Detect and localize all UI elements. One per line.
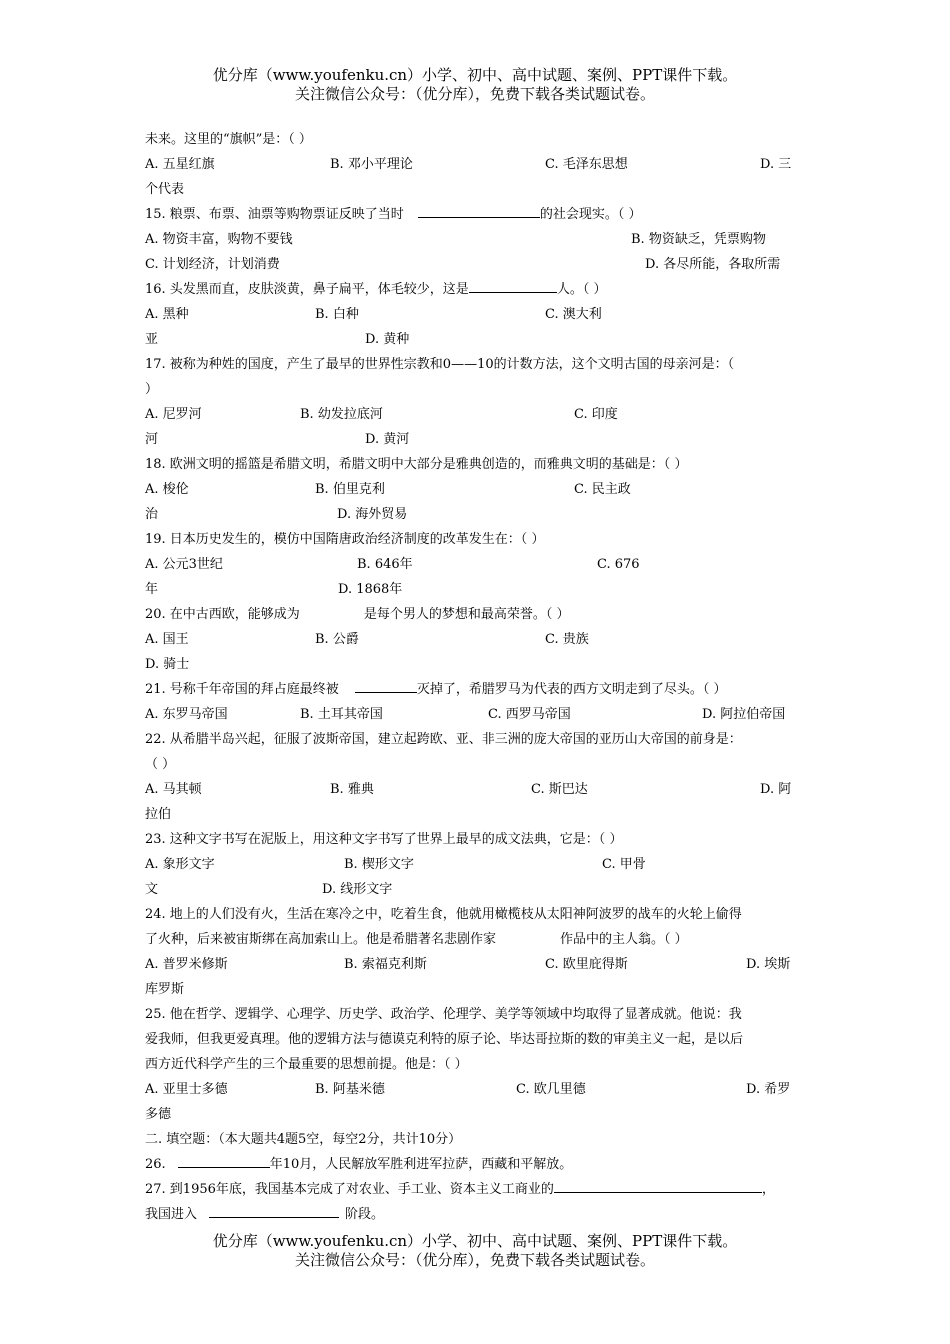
q24-options-wrap: 库罗斯: [145, 982, 185, 997]
footer-line-2: 关注微信公众号：（优分库），免费下载各类试题试卷。: [294, 1251, 655, 1269]
q19-option-b: B. 646年: [357, 557, 413, 572]
q21-stem: 21. 号称千年帝国的拜占庭最终被 灭掉了，希腊罗马为代表的西方文明走到了尽头。（ ）: [145, 677, 805, 702]
q18-option-c: C. 民主政: [574, 482, 631, 497]
q20-stem: 20. 在中古西欧，能够成为 是每个男人的梦想和最高荣誉。（ ）: [145, 607, 570, 622]
q24-options: [145, 952, 805, 977]
q17-stem-wrap: ）: [145, 382, 159, 397]
q18-options: [145, 477, 805, 502]
q25-option-b: B. 阿基米德: [315, 1082, 385, 1097]
q16-option-d: D. 黄种: [365, 332, 410, 347]
q27-blank-1: [554, 1177, 762, 1193]
q23-option-d: D. 线形文字: [322, 882, 393, 897]
q15-blank: [418, 202, 540, 218]
q22-options-wrap: 拉伯: [145, 807, 172, 822]
q19-stem: 19. 日本历史发生的，模仿中国隋唐政治经济制度的改革发生在：（ ）: [145, 532, 545, 547]
q25-option-a: A. 亚里士多德: [145, 1082, 228, 1097]
page-header: [0, 66, 950, 104]
q16-option-b: B. 白种: [315, 307, 359, 322]
q17-stem: 17. 被称为种姓的国度，产生了最早的世界性宗教和0——10的计数方法，这个文明古国的母亲河是：（: [145, 357, 735, 372]
q25-option-d: D. 希罗: [746, 1082, 791, 1097]
q17-option-c: C. 印度: [574, 407, 618, 422]
q21-option-a: A. 东罗马帝国: [145, 707, 228, 722]
q23-options: [145, 852, 805, 877]
section-2-title: 二. 填空题：（本大题共4题5空，每空2分，共计10分）: [145, 1132, 462, 1147]
q17-options: [145, 402, 805, 427]
q19-option-d: D. 1868年: [338, 582, 403, 597]
q22-option-c: C. 斯巴达: [531, 782, 588, 797]
q24-option-c: C. 欧里庇得斯: [545, 957, 628, 972]
q19-option-a: A. 公元3世纪: [145, 557, 223, 572]
q15-stem: 15. 粮票、布票、油票等购物票证反映了当时 的社会现实。（ ）: [145, 202, 805, 227]
q25-options-wrap: 多德: [145, 1107, 172, 1122]
q20-option-a: A. 国王: [145, 632, 189, 647]
q15-options-2: [145, 252, 805, 277]
q22-options: [145, 777, 805, 802]
q19-options: [145, 552, 805, 577]
q14-stem: 未来。这里的“旗帜”是：（ ）: [145, 132, 312, 147]
q20-option-d: D. 骑士: [145, 657, 190, 672]
q21-option-b: B. 土耳其帝国: [300, 707, 383, 722]
q19-options-wrap: 年 D. 1868年: [145, 577, 805, 602]
q15-option-d: D. 各尽所能，各取所需: [645, 257, 781, 272]
q26-stem: 26. 年10月，人民解放军胜利进军拉萨，西藏和平解放。: [145, 1152, 805, 1177]
footer-line-1: 优分库（www.youfenku.cn）小学、初中、高中试题、案例、PPT课件下载。: [212, 1232, 738, 1250]
q23-option-b: B. 楔形文字: [344, 857, 414, 872]
q16-options: [145, 302, 805, 327]
q16-blank: [469, 277, 557, 293]
q14-option-a: A. 五星红旗: [145, 157, 215, 172]
question-list: [145, 127, 805, 1227]
page-footer: [0, 1232, 950, 1270]
q23-options-wrap: 文 D. 线形文字: [145, 877, 805, 902]
q21-option-d: D. 阿拉伯帝国: [702, 707, 786, 722]
q16-option-a: A. 黑种: [145, 307, 189, 322]
q25-options: [145, 1077, 805, 1102]
q18-options-wrap: 治 D. 海外贸易: [145, 502, 805, 527]
q21-option-c: C. 西罗马帝国: [488, 707, 571, 722]
q24-option-a: A. 普罗米修斯: [145, 957, 228, 972]
q20-options-wrap: [145, 652, 805, 677]
q19-option-c: C. 676: [597, 557, 640, 572]
q15-option-c: C. 计划经济，计划消费: [145, 257, 280, 272]
q17-option-a: A. 尼罗河: [145, 407, 202, 422]
q24-option-d: D. 埃斯: [746, 957, 791, 972]
q17-options-wrap: 河 D. 黄河: [145, 427, 805, 452]
q25-stem-1: 25. 他在哲学、逻辑学、心理学、历史学、政治学、伦理学、美学等领域中均取得了显著成就。他说：我: [145, 1007, 742, 1022]
q15-option-a: A. 物资丰富，购物不要钱: [145, 232, 293, 247]
q23-stem: 23. 这种文字书写在泥版上，用这种文字书写了世界上最早的成文法典，它是：（ ）: [145, 832, 623, 847]
q18-option-b: B. 伯里克利: [315, 482, 385, 497]
q18-option-a: A. 梭伦: [145, 482, 189, 497]
q24-stem-wrap: 了火种，后来被宙斯绑在高加索山上。他是希腊著名悲剧作家 作品中的主人翁。（ ）: [145, 932, 688, 947]
q21-options: [145, 702, 805, 727]
q20-options: [145, 627, 805, 652]
q23-option-a: A. 象形文字: [145, 857, 215, 872]
q22-option-d: D. 阿: [760, 782, 792, 797]
q14-option-d: D. 三: [760, 157, 792, 172]
q22-stem: 22. 从希腊半岛兴起，征服了波斯帝国，建立起跨欧、亚、非三洲的庞大帝国的亚历山大帝国的前身是：: [145, 732, 742, 747]
q25-stem-3: 西方近代科学产生的三个最重要的思想前提。他是：（ ）: [145, 1057, 468, 1072]
q25-option-c: C. 欧几里德: [516, 1082, 586, 1097]
q14-options: [145, 152, 805, 177]
q16-options-wrap: 亚 D. 黄种: [145, 327, 805, 352]
q24-stem: 24. 地上的人们没有火，生活在寒冷之中，吃着生食，他就用橄榄枝从太阳神阿波罗的战车的火轮上偷得: [145, 907, 742, 922]
q20-option-c: C. 贵族: [545, 632, 589, 647]
q16-stem: 16. 头发黑而直，皮肤淡黄，鼻子扁平，体毛较少，这是 人。（ ）: [145, 277, 805, 302]
q14-option-b: B. 邓小平理论: [330, 157, 413, 172]
header-line-2: 关注微信公众号：（优分库），免费下载各类试题试卷。: [294, 85, 655, 103]
q15-option-b: B. 物资缺乏，凭票购物: [631, 232, 766, 247]
q14-option-c: C. 毛泽东思想: [545, 157, 628, 172]
q26-blank: [178, 1152, 270, 1168]
q27-blank-2: [209, 1202, 339, 1218]
q22-option-b: B. 雅典: [330, 782, 374, 797]
q24-option-b: B. 索福克利斯: [344, 957, 427, 972]
q25-stem-2: 爱我师，但我更爱真理。他的逻辑方法与德谟克利特的原子论、毕达哥拉斯的数的审美主义一起，是以后: [145, 1032, 744, 1047]
q15-options-1: [145, 227, 805, 252]
q17-option-d: D. 黄河: [365, 432, 410, 447]
q14-options-wrap: 个代表: [145, 182, 185, 197]
q27-stem-1: 27. 到1956年底，我国基本完成了对农业、手工业、资本主义工商业的 ，: [145, 1177, 805, 1202]
q18-option-d: D. 海外贸易: [337, 507, 408, 522]
q22-stem-wrap: （ ）: [145, 757, 176, 772]
q17-option-b: B. 幼发拉底河: [300, 407, 383, 422]
q20-option-b: B. 公爵: [315, 632, 359, 647]
header-line-1: 优分库（www.youfenku.cn）小学、初中、高中试题、案例、PPT课件下载。: [212, 66, 738, 84]
q27-stem-2: 我国进入 阶段。: [145, 1202, 805, 1227]
q16-option-c: C. 澳大利: [545, 307, 602, 322]
q22-option-a: A. 马其顿: [145, 782, 202, 797]
q23-option-c: C. 甲骨: [602, 857, 646, 872]
q18-stem: 18. 欧洲文明的摇篮是希腊文明，希腊文明中大部分是雅典创造的，而雅典文明的基础是：（ ）: [145, 457, 688, 472]
q21-blank: [355, 677, 417, 693]
